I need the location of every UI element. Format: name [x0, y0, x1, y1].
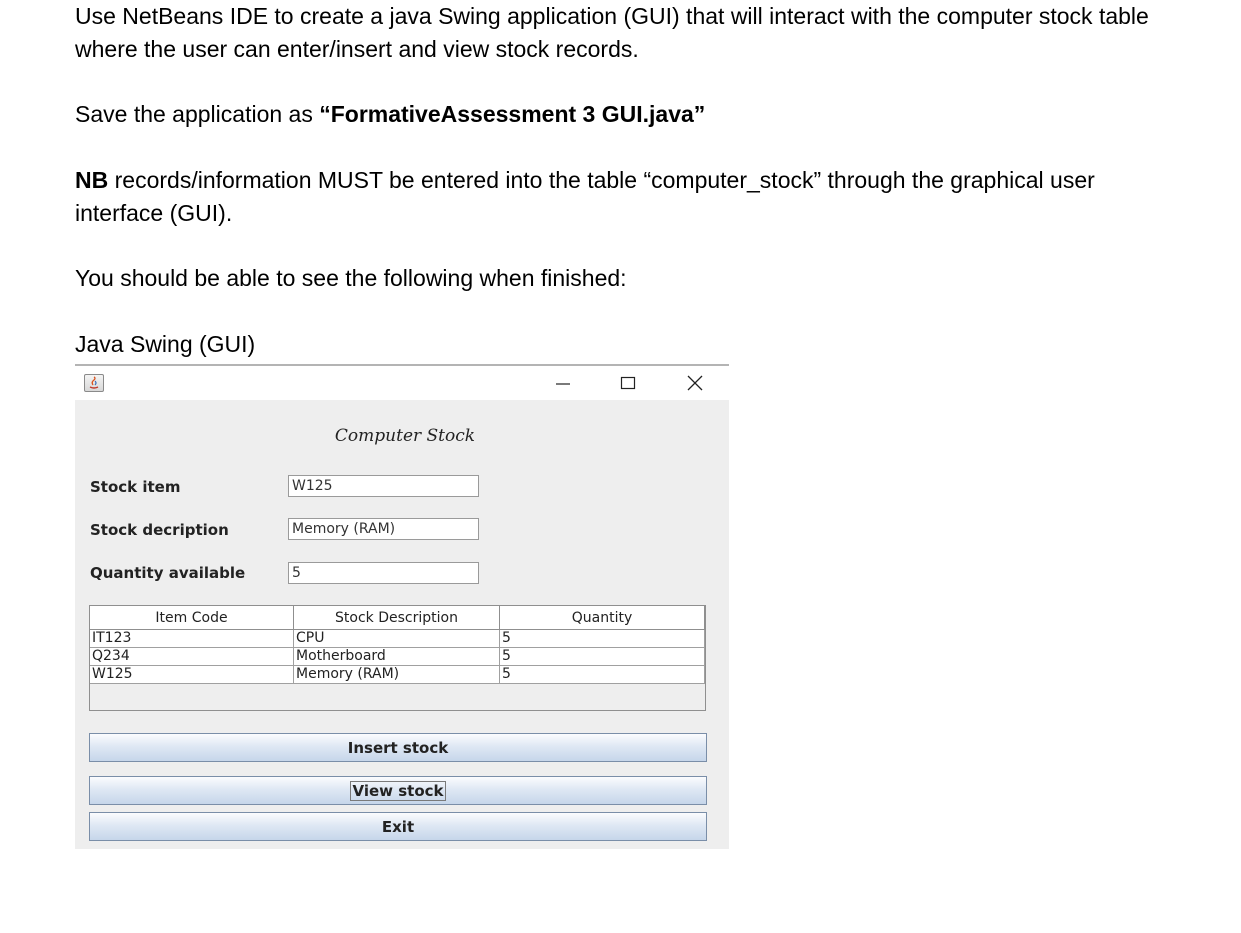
window-content [75, 400, 729, 849]
view-stock-button[interactable] [89, 776, 707, 805]
nb-note: NB records/information MUST be entered into the table “computer_stock” through the graphical user interface (GUI). [75, 167, 1095, 226]
table-cell[interactable]: W125 [90, 666, 294, 684]
minimize-icon [555, 375, 571, 391]
close-button[interactable] [672, 366, 718, 400]
column-header-stock-description[interactable]: Stock Description [294, 606, 500, 630]
insert-stock-label: Insert stock [347, 738, 449, 757]
table-header-row [90, 606, 705, 630]
table-row[interactable] [90, 648, 705, 666]
stock-table[interactable] [89, 605, 706, 711]
close-icon [687, 375, 703, 391]
view-stock-label: View stock [352, 781, 444, 800]
exit-button[interactable] [89, 812, 707, 841]
swing-window [75, 364, 729, 849]
maximize-icon [620, 375, 636, 391]
finished-note: You should be able to see the following when finished: [75, 265, 627, 291]
minimize-button[interactable] [540, 366, 586, 400]
stock-description-label: Stock decription [90, 521, 229, 539]
table-cell[interactable]: Motherboard [294, 648, 500, 666]
table-row[interactable] [90, 666, 705, 684]
filename-bold: “FormativeAssessment 3 GUI.java” [319, 101, 706, 127]
exit-label: Exit [381, 817, 415, 836]
table-row[interactable] [90, 630, 705, 648]
column-header-quantity[interactable]: Quantity [500, 606, 705, 630]
nb-bold: NB [75, 167, 109, 193]
column-header-item-code[interactable]: Item Code [90, 606, 294, 630]
title-bar[interactable] [75, 364, 729, 400]
quantity-label: Quantity available [90, 564, 246, 582]
table-cell[interactable]: 5 [500, 666, 705, 684]
table-cell[interactable]: CPU [294, 630, 500, 648]
save-instruction: Save the application as “FormativeAssessment 3 GUI.java” [75, 101, 706, 127]
table-cell[interactable]: Q234 [90, 648, 294, 666]
stock-description-input[interactable] [288, 518, 479, 540]
table-cell[interactable]: IT123 [90, 630, 294, 648]
insert-stock-button[interactable] [89, 733, 707, 762]
maximize-button[interactable] [605, 366, 651, 400]
gui-caption: Java Swing (GUI) [75, 331, 256, 357]
instruction-paragraph: Use NetBeans IDE to create a java Swing application (GUI) that will interact with the computer stock table where the user can enter/insert and view stock records. [75, 3, 1149, 62]
table-cell[interactable]: 5 [500, 630, 705, 648]
form-heading: Computer Stock [334, 426, 476, 446]
table-cell[interactable]: Memory (RAM) [294, 666, 500, 684]
quantity-input[interactable] [288, 562, 479, 584]
stock-item-label: Stock item [90, 478, 181, 496]
java-icon[interactable] [84, 374, 104, 392]
stock-item-input[interactable] [288, 475, 479, 497]
table-cell[interactable]: 5 [500, 648, 705, 666]
